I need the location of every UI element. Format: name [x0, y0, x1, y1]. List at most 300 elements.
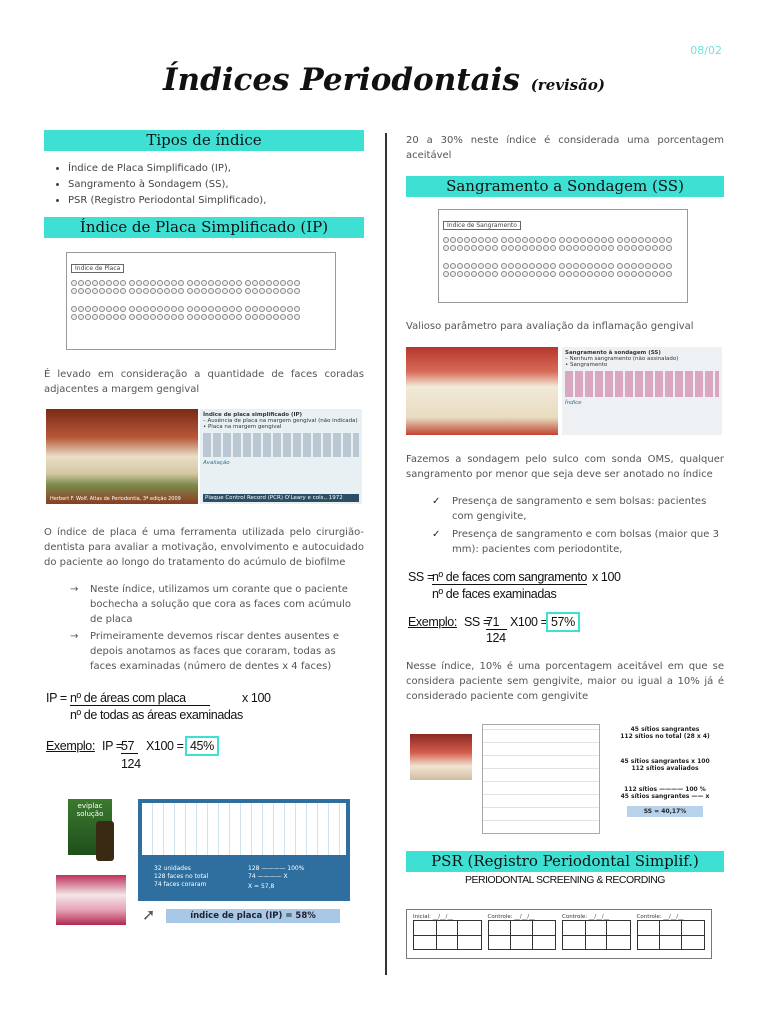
tooth-symbol [617, 237, 623, 243]
example-lhs: SS = [464, 615, 490, 629]
tooth-symbol [280, 314, 286, 320]
tooth-symbol [129, 288, 135, 294]
tooth-symbol [508, 263, 514, 269]
tooth-symbol [113, 314, 119, 320]
tooth-block [559, 237, 614, 243]
tooth-symbol [608, 237, 614, 243]
ss-fig-index: Índice [565, 400, 582, 406]
tooth-symbol [457, 237, 463, 243]
ip-fig-footer: Plaque Control Record (PCR) O'Leary e cols., 1972 [203, 494, 359, 502]
list-item-text: Primeiramente devemos riscar dentes ausentes e depois anotamos as faces que coraram, todas as faces examinadas (número de dentes x 4 faces) [90, 631, 340, 672]
page-number: 08/02 [690, 44, 722, 57]
formula-denominator: nº de faces examinadas [432, 587, 557, 601]
tooth-symbol [543, 263, 549, 269]
ss-fig-legend-1: – Nenhum sangramento (não assinalado) [565, 356, 679, 362]
tooth-symbol [587, 271, 593, 277]
tooth-symbol [85, 288, 91, 294]
checkmark-icon: ✓ [432, 496, 441, 507]
tooth-symbol [150, 288, 156, 294]
psr-chart [406, 909, 712, 959]
tooth-symbol [71, 280, 77, 286]
psr-grid [637, 920, 706, 950]
tooth-symbol [273, 280, 279, 286]
tooth-block [129, 288, 184, 294]
panel-calc-1: 128 ———— 100% [248, 865, 305, 872]
tooth-symbol [522, 245, 528, 251]
tooth-symbol [464, 271, 470, 277]
tooth-symbol [187, 280, 193, 286]
list-item [432, 527, 724, 557]
arrow-icon: → [70, 631, 79, 642]
tooth-symbol [120, 288, 126, 294]
tooth-symbol [457, 271, 463, 277]
tooth-symbol [208, 280, 214, 286]
tooth-symbol [136, 288, 142, 294]
tooth-symbol [443, 271, 449, 277]
tooth-symbol [659, 271, 665, 277]
list-item [70, 582, 364, 627]
tooth-block [501, 245, 556, 251]
tooth-symbol [194, 314, 200, 320]
tooth-symbol [78, 280, 84, 286]
tooth-block [443, 271, 498, 277]
tooth-symbol [294, 306, 300, 312]
formula-multiplier: x 100 [242, 691, 271, 705]
tooth-symbol [608, 263, 614, 269]
example-lhs: IP = [102, 739, 123, 753]
tooth-symbol [645, 245, 651, 251]
tooth-symbol [187, 288, 193, 294]
tooth-symbol [638, 263, 644, 269]
tooth-symbol [529, 271, 535, 277]
tooth-symbol [106, 288, 112, 294]
tooth-block [245, 306, 300, 312]
ip-heading: Índice de Placa Simplificado (IP) [44, 217, 364, 238]
psr-box-label: Controle: __/__/__ [636, 914, 684, 920]
tooth-symbol [229, 288, 235, 294]
tooth-symbol [659, 245, 665, 251]
tooth-symbol [522, 237, 528, 243]
plaque-chart-rows [71, 280, 331, 320]
tooth-block [129, 314, 184, 320]
tooth-symbol [543, 271, 549, 277]
tooth-symbol [501, 263, 507, 269]
tooth-block [559, 245, 614, 251]
tooth-symbol [164, 280, 170, 286]
title-suffix: (revisão) [530, 76, 605, 94]
tooth-symbol [522, 263, 528, 269]
tooth-block [245, 288, 300, 294]
tooth-symbol [78, 306, 84, 312]
list-item-text: Presença de sangramento e com bolsas (maior que 3 mm): pacientes com periodontite, [452, 529, 719, 555]
tooth-symbol [178, 314, 184, 320]
tooth-symbol [464, 263, 470, 269]
tooth-symbol [580, 271, 586, 277]
tooth-symbol [92, 314, 98, 320]
plaque-chart-label: Índice de Placa [71, 264, 124, 273]
list-item: • Sangramento à Sondagem (SS), [68, 177, 364, 193]
ip-paragraph-2: O índice de placa é uma ferramenta utilizada pelo cirurgião-dentista para avaliar a motivação, envolvimento e autocuidado do paciente ao longo do tratamento do acúmulo de biofilme [44, 527, 364, 568]
tooth-symbol [71, 314, 77, 320]
list-item: • PSR (Registro Periodontal Simplificado), [68, 193, 364, 209]
tooth-symbol [208, 314, 214, 320]
bottle-glass [96, 821, 114, 861]
tooth-block [617, 263, 672, 269]
tipos-list [68, 161, 364, 209]
list-item: • Índice de Placa Simplificado (IP), [68, 161, 364, 177]
tooth-symbol [280, 288, 286, 294]
tooth-symbol [587, 263, 593, 269]
tooth-symbol [266, 306, 272, 312]
psr-grid [562, 920, 631, 950]
tooth-symbol [245, 314, 251, 320]
tooth-symbol [471, 245, 477, 251]
list-item [432, 494, 724, 524]
tooth-symbol [501, 271, 507, 277]
tooth-symbol [543, 237, 549, 243]
tooth-symbol [164, 306, 170, 312]
tooth-symbol [266, 314, 272, 320]
panel-result: índice de placa (IP) = 58% [166, 909, 340, 923]
tooth-symbol [608, 245, 614, 251]
tooth-symbol [236, 314, 242, 320]
tooth-block [617, 245, 672, 251]
tooth-symbol [492, 271, 498, 277]
tooth-symbol [617, 263, 623, 269]
tooth-symbol [171, 280, 177, 286]
tooth-chart-row [71, 314, 331, 320]
tooth-symbol [624, 237, 630, 243]
tooth-symbol [171, 306, 177, 312]
formula-numerator: nº de áreas com placa [70, 691, 210, 706]
tooth-symbol [624, 263, 630, 269]
tooth-symbol [222, 280, 228, 286]
tooth-symbol [573, 263, 579, 269]
tooth-symbol [508, 271, 514, 277]
tooth-symbol [99, 314, 105, 320]
tooth-symbol [536, 245, 542, 251]
tooth-symbol [245, 280, 251, 286]
list-item [70, 629, 364, 674]
tooth-symbol [485, 245, 491, 251]
tooth-symbol [85, 280, 91, 286]
tooth-symbol [457, 263, 463, 269]
product-name: eviplac solução [76, 802, 104, 818]
tooth-symbol [450, 271, 456, 277]
tooth-symbol [666, 271, 672, 277]
tooth-symbol [194, 306, 200, 312]
tooth-symbol [638, 245, 644, 251]
tooth-symbol [157, 314, 163, 320]
tooth-block [71, 288, 126, 294]
bleeding-mini-chart [482, 724, 600, 834]
tooth-block [559, 271, 614, 277]
ss-calc-panel [606, 724, 724, 817]
formula-lhs: IP = [46, 691, 67, 705]
tooth-symbol [129, 306, 135, 312]
ss-calc-3: 45 sítios sangrantes x 100 [620, 758, 710, 765]
tooth-symbol [501, 237, 507, 243]
tooth-symbol [645, 237, 651, 243]
tooth-chart-row [443, 237, 683, 243]
tooth-symbol [601, 263, 607, 269]
tooth-symbol [164, 288, 170, 294]
tooth-symbol [215, 288, 221, 294]
ss-calc-1: 45 sítios sangrantes [630, 726, 700, 733]
tooth-symbol [92, 306, 98, 312]
tooth-symbol [601, 245, 607, 251]
tooth-symbol [71, 306, 77, 312]
tooth-symbol [443, 237, 449, 243]
ip-fig-eval: Avaliação [203, 460, 230, 466]
tooth-block [559, 263, 614, 269]
tooth-block [245, 314, 300, 320]
tooth-symbol [157, 288, 163, 294]
tooth-symbol [536, 263, 542, 269]
psr-box [413, 914, 482, 954]
tooth-symbol [201, 280, 207, 286]
ss-info-figure [562, 347, 722, 435]
ss-calc-result: SS = 40,17% [627, 806, 703, 817]
tooth-symbol [478, 245, 484, 251]
tooth-symbol [215, 306, 221, 312]
panel-grid [142, 803, 346, 855]
ip-info-figure [200, 409, 362, 504]
tooth-block [187, 314, 242, 320]
tooth-symbol [559, 245, 565, 251]
tooth-symbol [201, 314, 207, 320]
tooth-symbol [536, 271, 542, 277]
ss-intro: 20 a 30% neste índice é considerada uma porcentagem aceitável [406, 135, 724, 161]
tipos-heading: Tipos de índice [44, 130, 364, 151]
tooth-symbol [106, 280, 112, 286]
tooth-symbol [601, 271, 607, 277]
tooth-symbol [501, 245, 507, 251]
psr-grid [413, 920, 482, 950]
ip-figure [44, 409, 364, 504]
tooth-symbol [113, 306, 119, 312]
tooth-symbol [208, 288, 214, 294]
tooth-symbol [573, 271, 579, 277]
tooth-symbol [215, 280, 221, 286]
ip-example-image [44, 799, 364, 929]
tooth-symbol [559, 237, 565, 243]
tooth-symbol [208, 306, 214, 312]
tooth-block [129, 280, 184, 286]
tooth-symbol [631, 263, 637, 269]
tooth-symbol [143, 280, 149, 286]
list-item-text: Presença de sangramento e sem bolsas: pacientes com gengivite, [452, 496, 707, 522]
ip-fig-title: Índice de placa simplificado (IP) [203, 412, 303, 418]
tooth-symbol [294, 314, 300, 320]
tooth-symbol [594, 263, 600, 269]
ip-example [44, 737, 364, 775]
tooth-symbol [587, 237, 593, 243]
left-column [44, 130, 364, 929]
panel-line-1: 32 unidades [154, 865, 191, 872]
tooth-symbol [150, 280, 156, 286]
tooth-symbol [573, 245, 579, 251]
tooth-chart-row [71, 280, 331, 286]
tooth-symbol [78, 314, 84, 320]
ss-fig-teeth [565, 371, 719, 397]
tooth-symbol [624, 245, 630, 251]
tooth-symbol [659, 237, 665, 243]
column-divider [385, 133, 387, 975]
tooth-symbol [136, 306, 142, 312]
ss-formula [406, 570, 724, 604]
panel-calc-2: 74 ———— X [248, 873, 288, 880]
tooth-symbol [222, 306, 228, 312]
ss-figure [406, 347, 724, 435]
tooth-symbol [666, 245, 672, 251]
tooth-symbol [580, 237, 586, 243]
list-item-text: Neste índice, utilizamos um corante que o paciente bochecha a solução que cora as faces com acúmulo de placa [90, 584, 352, 625]
example-numerator: 57 [121, 739, 138, 754]
tooth-symbol [245, 306, 251, 312]
psr-box [562, 914, 631, 954]
tooth-symbol [245, 288, 251, 294]
example-multiplier: X100 = [146, 739, 184, 753]
tooth-symbol [508, 237, 514, 243]
tooth-symbol [580, 263, 586, 269]
gum-photo [406, 347, 558, 435]
tooth-symbol [229, 280, 235, 286]
tooth-chart-row [443, 245, 683, 251]
tooth-block [245, 280, 300, 286]
psr-grid [488, 920, 557, 950]
tooth-symbol [515, 271, 521, 277]
tooth-block [617, 237, 672, 243]
tooth-symbol [259, 288, 265, 294]
tooth-symbol [236, 306, 242, 312]
tooth-block [617, 271, 672, 277]
tooth-symbol [573, 237, 579, 243]
arrow-icon: → [70, 584, 79, 595]
tooth-symbol [252, 314, 258, 320]
tooth-symbol [222, 314, 228, 320]
tooth-symbol [129, 280, 135, 286]
ss-example [406, 613, 724, 647]
psr-box [488, 914, 557, 954]
tooth-symbol [136, 314, 142, 320]
tooth-symbol [120, 314, 126, 320]
tooth-symbol [194, 288, 200, 294]
tooth-symbol [92, 288, 98, 294]
tooth-symbol [659, 263, 665, 269]
tooth-symbol [471, 271, 477, 277]
tooth-symbol [515, 245, 521, 251]
example-denominator: 124 [486, 631, 506, 645]
bleeding-chart-label: Índice de Sangramento [443, 221, 521, 230]
psr-box [637, 914, 706, 954]
tooth-symbol [601, 237, 607, 243]
tooth-symbol [78, 288, 84, 294]
tooth-symbol [259, 314, 265, 320]
example-label: Exemplo: [408, 615, 457, 629]
tooth-block [187, 288, 242, 294]
tooth-symbol [273, 314, 279, 320]
tooth-symbol [85, 306, 91, 312]
title-main: Índices Periodontais [163, 62, 520, 98]
tooth-symbol [515, 263, 521, 269]
tooth-symbol [178, 306, 184, 312]
example-label: Exemplo: [46, 739, 95, 753]
tooth-symbol [120, 280, 126, 286]
psr-heading: PSR (Registro Periodontal Simplif.) [406, 851, 724, 872]
ip-paragraph-1: É levado em consideração a quantidade de faces coradas adjacentes a margem gengival [44, 369, 364, 395]
page-title [0, 62, 768, 98]
right-column [406, 130, 724, 959]
tooth-symbol [464, 237, 470, 243]
tooth-symbol [550, 271, 556, 277]
tooth-symbol [136, 280, 142, 286]
tooth-symbol [566, 263, 572, 269]
ss-heading: Sangramento a Sondagem (SS) [406, 176, 724, 197]
tooth-symbol [485, 237, 491, 243]
tooth-symbol [550, 245, 556, 251]
tooth-symbol [624, 271, 630, 277]
tooth-chart-row [443, 271, 683, 277]
tooth-symbol [150, 306, 156, 312]
tooth-symbol [443, 263, 449, 269]
tooth-symbol [287, 288, 293, 294]
tooth-chart-row [71, 306, 331, 312]
tooth-block [501, 263, 556, 269]
tooth-symbol [273, 306, 279, 312]
tooth-symbol [566, 271, 572, 277]
tooth-symbol [99, 306, 105, 312]
tooth-symbol [652, 263, 658, 269]
example-denominator: 124 [121, 757, 141, 771]
ip-arrow-list [70, 582, 364, 674]
tooth-symbol [478, 263, 484, 269]
tooth-symbol [492, 263, 498, 269]
tooth-block [443, 237, 498, 243]
ss-calc-4: 112 sítios avaliados [631, 765, 699, 772]
tooth-symbol [294, 288, 300, 294]
bleeding-gum-photo [410, 734, 472, 780]
formula-lhs: SS = [408, 570, 434, 584]
psr-box-label: Controle: __/__/__ [562, 914, 610, 920]
tooth-symbol [236, 288, 242, 294]
tooth-symbol [201, 288, 207, 294]
photo-caption: Herbert F. Wolf. Atlas de Periodontia, 3ª edição 2009 [50, 496, 181, 502]
tooth-block [443, 245, 498, 251]
tooth-symbol [594, 245, 600, 251]
psr-subtitle: PERIODONTAL SCREENING & RECORDING [465, 874, 665, 886]
plaque-chart [66, 252, 336, 350]
tooth-symbol [266, 288, 272, 294]
tooth-symbol [631, 245, 637, 251]
tooth-symbol [99, 280, 105, 286]
tooth-symbol [150, 314, 156, 320]
tooth-symbol [229, 314, 235, 320]
tooth-symbol [638, 271, 644, 277]
example-multiplier: X100 = [510, 615, 548, 629]
tooth-symbol [194, 280, 200, 286]
teeth-photo [46, 409, 198, 504]
tooth-chart-row [443, 263, 683, 269]
tooth-symbol [236, 280, 242, 286]
tooth-symbol [143, 314, 149, 320]
bleeding-chart-rows [443, 237, 683, 277]
tooth-symbol [492, 237, 498, 243]
tooth-symbol [71, 288, 77, 294]
formula-denominator: nº de todas as áreas examinadas [70, 708, 243, 722]
tooth-symbol [252, 288, 258, 294]
panel-line-2: 128 faces no total [154, 873, 209, 880]
